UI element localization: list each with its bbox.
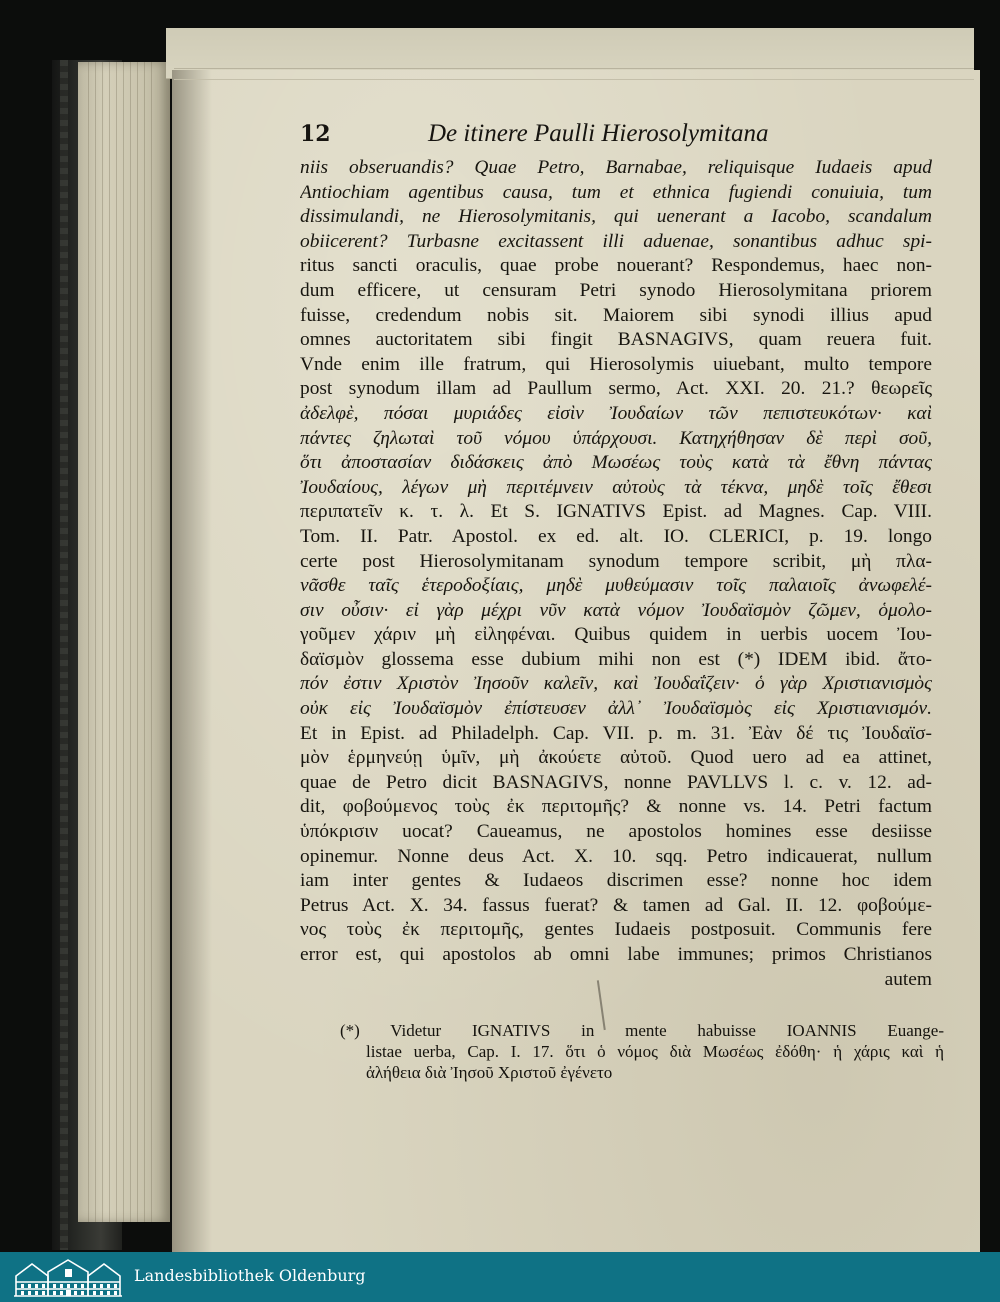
text-line: ὅτι ἀποστασίαν διδάσκεις ἀπὸ Μωσέως τοὺς κατὰ τὰ ἔθνη πάντας bbox=[300, 452, 932, 474]
book-cover-edge bbox=[60, 60, 68, 1250]
footnote bbox=[340, 1020, 944, 1083]
text-line: dissimulandi, ne Hierosolymitanis, qui uenerant a Iacobo, scandalum bbox=[300, 206, 932, 228]
text-line: νος τοὺς ἐκ περιτομῆς, gentes Iudaeis postposuit. Communis fere bbox=[300, 919, 932, 941]
text-line: Ἰουδαίους, λέγων μὴ περιτέμνειν αὐτοὺς τὰ τέκνα, μηδὲ τοῖς ἔθεσι bbox=[300, 476, 932, 498]
running-head-title: De itinere Paulli Hierosolymitana bbox=[428, 120, 769, 147]
text-line: ἀδελφὲ, πόσαι μυριάδες εἰσὶν Ἰουδαίων τῶν πεπιστευκότων· καὶ bbox=[300, 402, 932, 424]
footnote-line: listae uerba, Cap. I. 17. ὅτι ὁ νόμος διὰ Μωσέως ἐδόθη· ἡ χάρις καὶ ἡ bbox=[366, 1042, 944, 1061]
text-line: quae de Petro dicit BASNAGIVS, nonne PAVLLVS l. c. v. 12. ad- bbox=[300, 771, 932, 793]
text-line: ὑπόκρισιν uocat? Caueamus, ne apostolos homines esse desiisse bbox=[300, 821, 932, 843]
text-line: dit, φοβούμενος τοὺς ἐκ περιτομῆς? & nonne vs. 14. Petri factum bbox=[300, 796, 932, 818]
text-line: πάντες ζηλωταὶ τοῦ νόμου ὑπάρχουσι. Κατηχήθησαν δὲ περὶ σοῦ, bbox=[300, 427, 932, 449]
text-line: error est, qui apostolos ab omni labe immunes; primos Christianos bbox=[300, 944, 932, 965]
library-name[interactable]: Landesbibliothek Oldenburg bbox=[134, 1266, 366, 1285]
text-line: opinemur. Nonne deus Act. X. 10. sqq. Petro indicauerat, nullum bbox=[300, 845, 932, 867]
text-line: iam inter gentes & Iudaeos discrimen esse? nonne hoc idem bbox=[300, 870, 932, 892]
text-line: νᾶσθε ταῖς ἑτεροδοξίαις, μηδὲ μυθεύμασιν τοῖς παλαιοῖς ἀνωφελέ- bbox=[300, 575, 932, 597]
text-line: πόν ἐστιν Χριστὸν Ἰησοῦν καλεῖν, καὶ Ἰουδαΐζειν· ὁ γὰρ Χριστιανισμὸς bbox=[300, 673, 932, 695]
text-line: μὸν ἑρμηνεύῃ ὑμῖν, μὴ ἀκούετε αὐτοῦ. Quod uero ad ea attinet, bbox=[300, 747, 932, 769]
text-line: obiicerent? Turbasne excitassent illi aduenae, sonantibus adhuc spi- bbox=[300, 230, 932, 252]
text-line: fuisse, credendum nobis sit. Maiorem sibi synodi illius apud bbox=[300, 304, 932, 326]
text-line: οὐκ εἰς Ἰουδαϊσμὸν ἐπίστευσεν ἀλλ᾽ Ἰουδαϊσμὸς εἰς Χριστιανισμόν. bbox=[300, 698, 932, 720]
text-line: autem bbox=[884, 968, 932, 990]
page-fold-lines bbox=[174, 68, 974, 80]
text-line: omnes auctoritatem sibi fingit BASNAGIVS, quam reuera fuit. bbox=[300, 329, 932, 351]
text-line: περιπατεῖν κ. τ. λ. Et S. IGNATIVS Epist. ad Magnes. Cap. VIII. bbox=[300, 501, 932, 523]
gutter-shadow bbox=[172, 70, 212, 1252]
page-number: 12 bbox=[300, 121, 331, 147]
text-line: niis obseruandis? Quae Petro, Barnabae, reliquisque Iudaeis apud bbox=[300, 157, 932, 178]
running-head bbox=[300, 118, 940, 150]
text-line: certe post Hierosolymitanam synodum tempore scribit, μὴ πλα- bbox=[300, 550, 932, 572]
body-text bbox=[300, 156, 932, 992]
text-line: δαϊσμὸν glossema esse dubium mihi non est (*) IDEM ibid. ἄτο- bbox=[300, 648, 932, 670]
library-footer-bar bbox=[0, 1252, 1000, 1302]
text-line: ritus sancti oraculis, quae probe nouerant? Respondemus, haec non- bbox=[300, 255, 932, 277]
text-line: Petrus Act. X. 34. fassus fuerat? & tamen ad Gal. II. 12. φοβούμε- bbox=[300, 894, 932, 916]
text-line: Vnde enim ille fratrum, qui Hierosolymis uiuebant, multo tempore bbox=[300, 353, 932, 375]
page-stack-edge bbox=[78, 62, 170, 1222]
text-line: Et in Epist. ad Philadelph. Cap. VII. p. m. 31. Ἐὰν δέ τις Ἰουδαϊσ- bbox=[300, 722, 932, 744]
text-line: Antiochiam agentibus causa, tum et ethnica fugiendi conuiuia, tum bbox=[300, 181, 932, 203]
footnote-line: (*) Videtur IGNATIVS in mente habuisse IOANNIS Euange- bbox=[340, 1021, 944, 1040]
text-line: Tom. II. Patr. Apostol. ex ed. alt. IO. CLERICI, p. 19. longo bbox=[300, 525, 932, 547]
text-line: post synodum illam ad Paullum sermo, Act. XXI. 20. 21.? θεωρεῖς bbox=[300, 378, 932, 400]
text-line: γοῦμεν χάριν μὴ εἰληφέναι. Quibus quidem in uerbis uocem Ἰου- bbox=[300, 624, 932, 646]
text-line: dum efficere, ut censuram Petri synodo Hierosolymitana priorem bbox=[300, 279, 932, 301]
text-line: σιν οὖσιν· εἰ γὰρ μέχρι νῦν κατὰ νόμον Ἰουδαϊσμὸν ζῶμεν, ὁμολο- bbox=[300, 599, 932, 621]
library-building-icon[interactable] bbox=[12, 1256, 124, 1298]
footnote-line: ἀλήθεια διὰ Ἰησοῦ Χριστοῦ ἐγένετο bbox=[366, 1063, 613, 1082]
